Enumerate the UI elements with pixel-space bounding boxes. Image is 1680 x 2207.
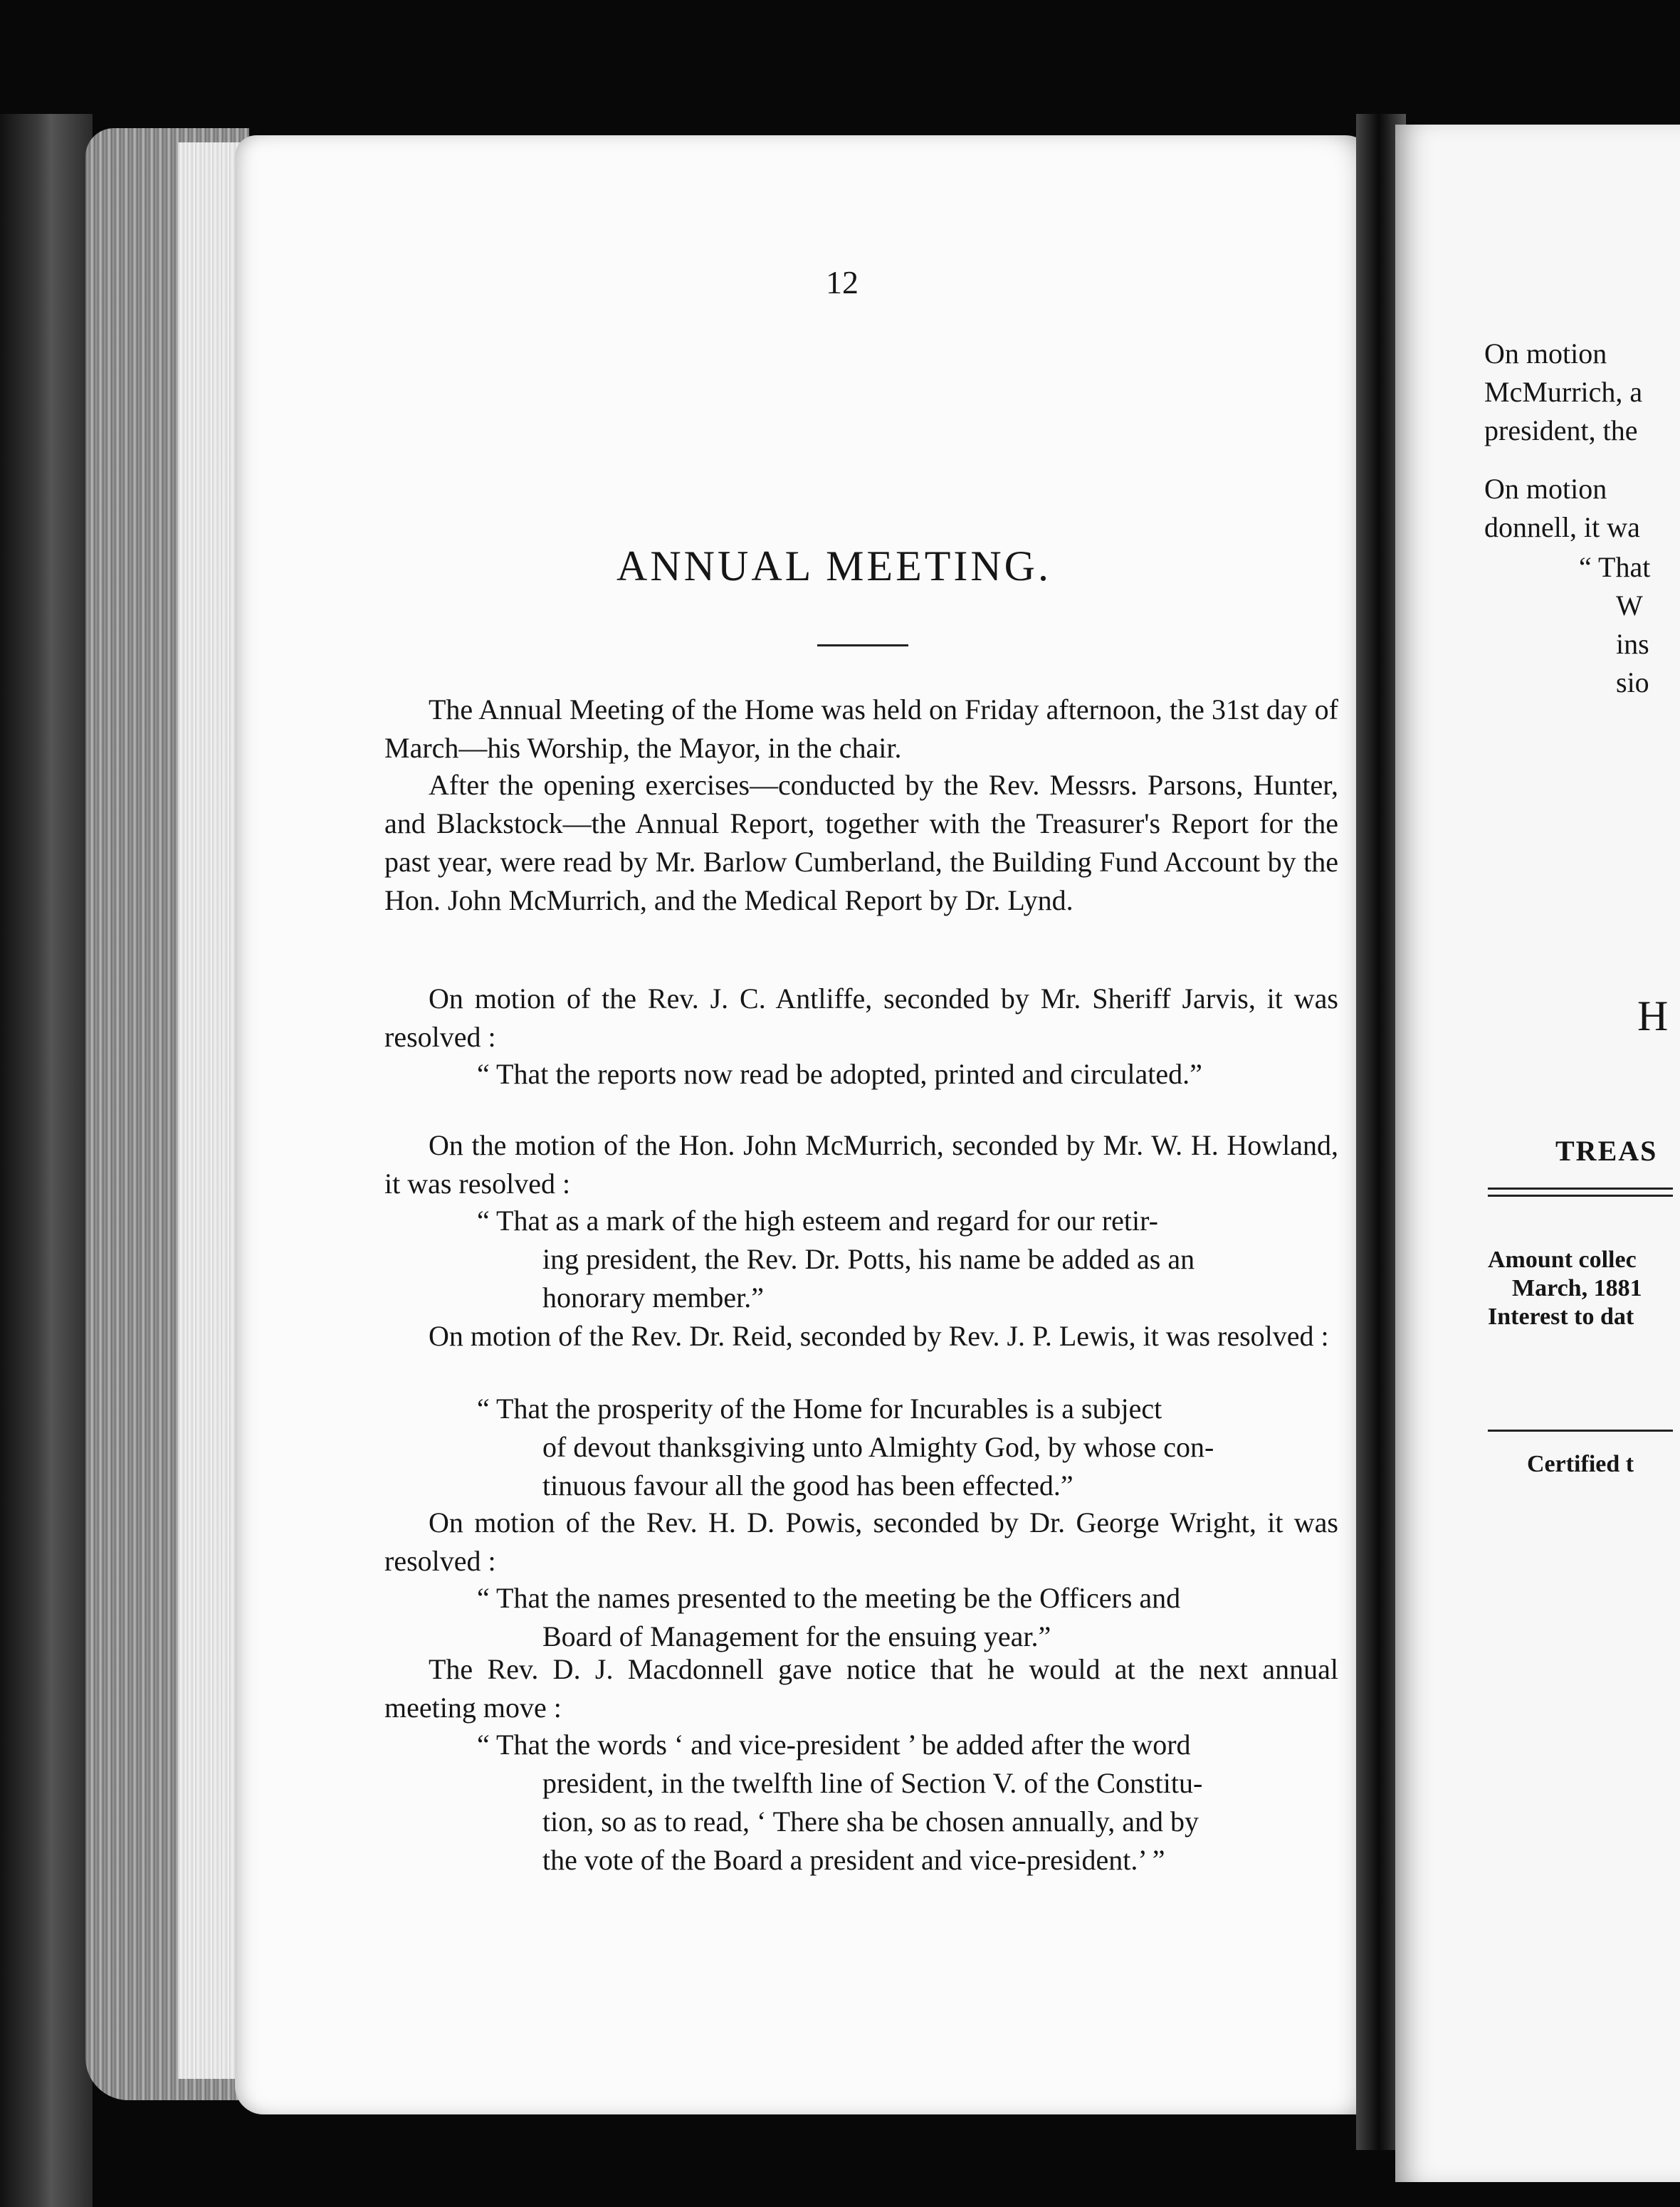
right-page-line: W [1616,589,1643,622]
resolution-5 [477,1726,1338,1880]
resolution-5-line-1: “ That the words ‘ and vice-president ’ be added after the word [477,1729,1191,1761]
right-page-heading: H [1637,992,1669,1039]
right-page-line: donnell, it wa [1484,511,1640,543]
resolution-1: “ That the reports now read be adopted, printed and circulated.” [477,1058,1202,1090]
page-title: ANNUAL MEETING. [616,542,1052,589]
paragraph-2: After the opening exercises—conducted by the Rev. Messrs. Parsons, Hunter, and Blackstock—the Annual Report, together with the Treasurer's Report for the past year, were read by Mr. Barlow Cumberland, the Building Fund Account by the Hon. John McMurrich, and the Medical Report by Dr. Lynd. [384,769,1338,916]
resolution-4 [477,1579,1338,1656]
resolution-4-line-1: “ That the names presented to the meeting be the Officers and [477,1582,1181,1614]
paragraph-1: The Annual Meeting of the Home was held on Friday afternoon, the 31st day of March—his Worship, the Mayor, in the chair. [384,693,1338,764]
right-page-line: McMurrich, a [1484,376,1643,408]
title-rule [817,644,908,646]
book-spine [0,114,93,2207]
motion-4: On motion of the Rev. H. D. Powis, seconded by Dr. George Wright, it was resolved : [384,1506,1338,1577]
right-page-certified: Certified t [1527,1451,1634,1477]
resolution-3-line-2: of devout thanksgiving unto Almighty God, by whose con- [542,1431,1214,1463]
right-page-treasurer-heading: TREAS [1555,1135,1658,1167]
resolution-2 [477,1202,1338,1317]
right-page-block-1 [1484,335,1642,450]
resolution-4-line-2: Board of Management for the ensuing year.” [542,1620,1051,1652]
resolution-3-line-3: tinuous favour all the good has been effected.” [542,1469,1073,1501]
resolution-2-line-2: ing president, the Rev. Dr. Potts, his name be added as an [542,1243,1195,1275]
right-page-line: “ That [1579,551,1651,583]
right-page-line: Amount collec [1488,1247,1637,1273]
right-page-line: president, the [1484,414,1638,446]
page-number: 12 [826,264,859,300]
right-page-double-rule-bottom [1488,1195,1673,1197]
right-page-double-rule-top [1488,1188,1673,1190]
notice: The Rev. D. J. Macdonnell gave notice that he would at the next annual meeting move : [384,1653,1338,1724]
resolution-3-line-1: “ That the prosperity of the Home for Incurables is a subject [477,1393,1162,1425]
resolution-5-line-2: president, in the twelfth line of Section V. of the Constitu- [542,1767,1203,1799]
resolution-2-line-3: honorary member.” [542,1281,764,1314]
right-page-line: On motion [1484,473,1607,505]
right-page-line: ins [1616,628,1649,660]
motion-2: On the motion of the Hon. John McMurrich, seconded by Mr. W. H. Howland, it was resolved : [384,1129,1338,1200]
right-page-line: Interest to dat [1488,1304,1634,1330]
resolution-3 [477,1390,1338,1505]
resolution-5-line-3: tion, so as to read, ‘ There sha be chosen annually, and by [542,1805,1199,1838]
right-page-amount-block [1488,1246,1642,1331]
resolution-5-line-4: the vote of the Board a president and vice-president.’ ” [542,1844,1165,1876]
motion-3: On motion of the Rev. Dr. Reid, seconded by Rev. J. P. Lewis, it was resolved : [429,1320,1329,1352]
right-page-line: On motion [1484,337,1607,369]
right-page-quote [1579,548,1650,702]
resolution-2-line-1: “ That as a mark of the high esteem and regard for our retir- [477,1205,1158,1237]
right-page-line: March, 1881 [1512,1275,1642,1301]
right-page-rule [1488,1430,1673,1432]
right-page-block-2 [1484,470,1640,547]
right-page-line: sio [1616,666,1649,698]
motion-1: On motion of the Rev. J. C. Antliffe, seconded by Mr. Sheriff Jarvis, it was resolved : [384,982,1338,1053]
